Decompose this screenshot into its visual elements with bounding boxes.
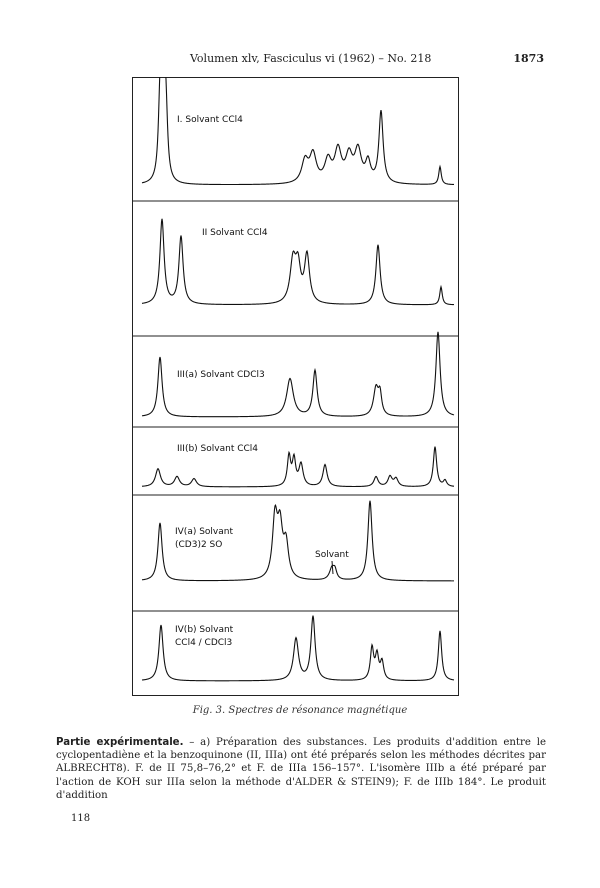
section-heading: Partie expérimentale. — [56, 737, 184, 748]
panel-6-label: IV(b) Solvant — [175, 625, 234, 635]
panel-2-label: II Solvant CCl4 — [202, 228, 268, 238]
figure-caption: Fig. 3. Spectres de résonance magnétique — [192, 705, 408, 716]
solvent-annotation: Solvant — [315, 550, 349, 560]
nmr-spectra-figure — [132, 77, 459, 696]
body-paragraph — [56, 736, 546, 802]
spectrum-trace-2 — [142, 219, 454, 305]
running-title: Volumen xlv, Fasciculus vi (1962) – No. 218 — [190, 52, 432, 65]
page-number: 1873 — [513, 52, 544, 65]
paragraph-text: – a) Préparation des substances. Les produits d'addition entre le cyclopentadiène et la benzoquinone (II, IIIa) ont été préparés selon les méthodes décrites par ALBRECHT8). F. de II 75,8–76,2° et F. de IIIa 156–157°. L'isomère IIIb a été préparé par l'action de KOH sur IIIa selon la méthode d'ALDER & STEIN9); F. de IIIb 184°. Le produit d'addition — [56, 737, 546, 801]
panel-3-label: III(a) Solvant CDCl3 — [177, 370, 265, 380]
solvent-arrow — [332, 561, 333, 574]
panel-5-label: IV(a) Solvant — [175, 527, 234, 537]
panel-4-label: III(b) Solvant CCl4 — [177, 444, 259, 454]
spectra-svg — [132, 77, 459, 696]
panel-6-label: CCl4 / CDCl3 — [175, 638, 233, 648]
footer-page-number: 118 — [71, 813, 91, 824]
panel-1-label: I. Solvant CCl4 — [177, 115, 243, 125]
running-header — [0, 52, 600, 68]
spectrum-trace-1 — [142, 77, 454, 185]
panel-5-label: (CD3)2 SO — [175, 540, 223, 550]
